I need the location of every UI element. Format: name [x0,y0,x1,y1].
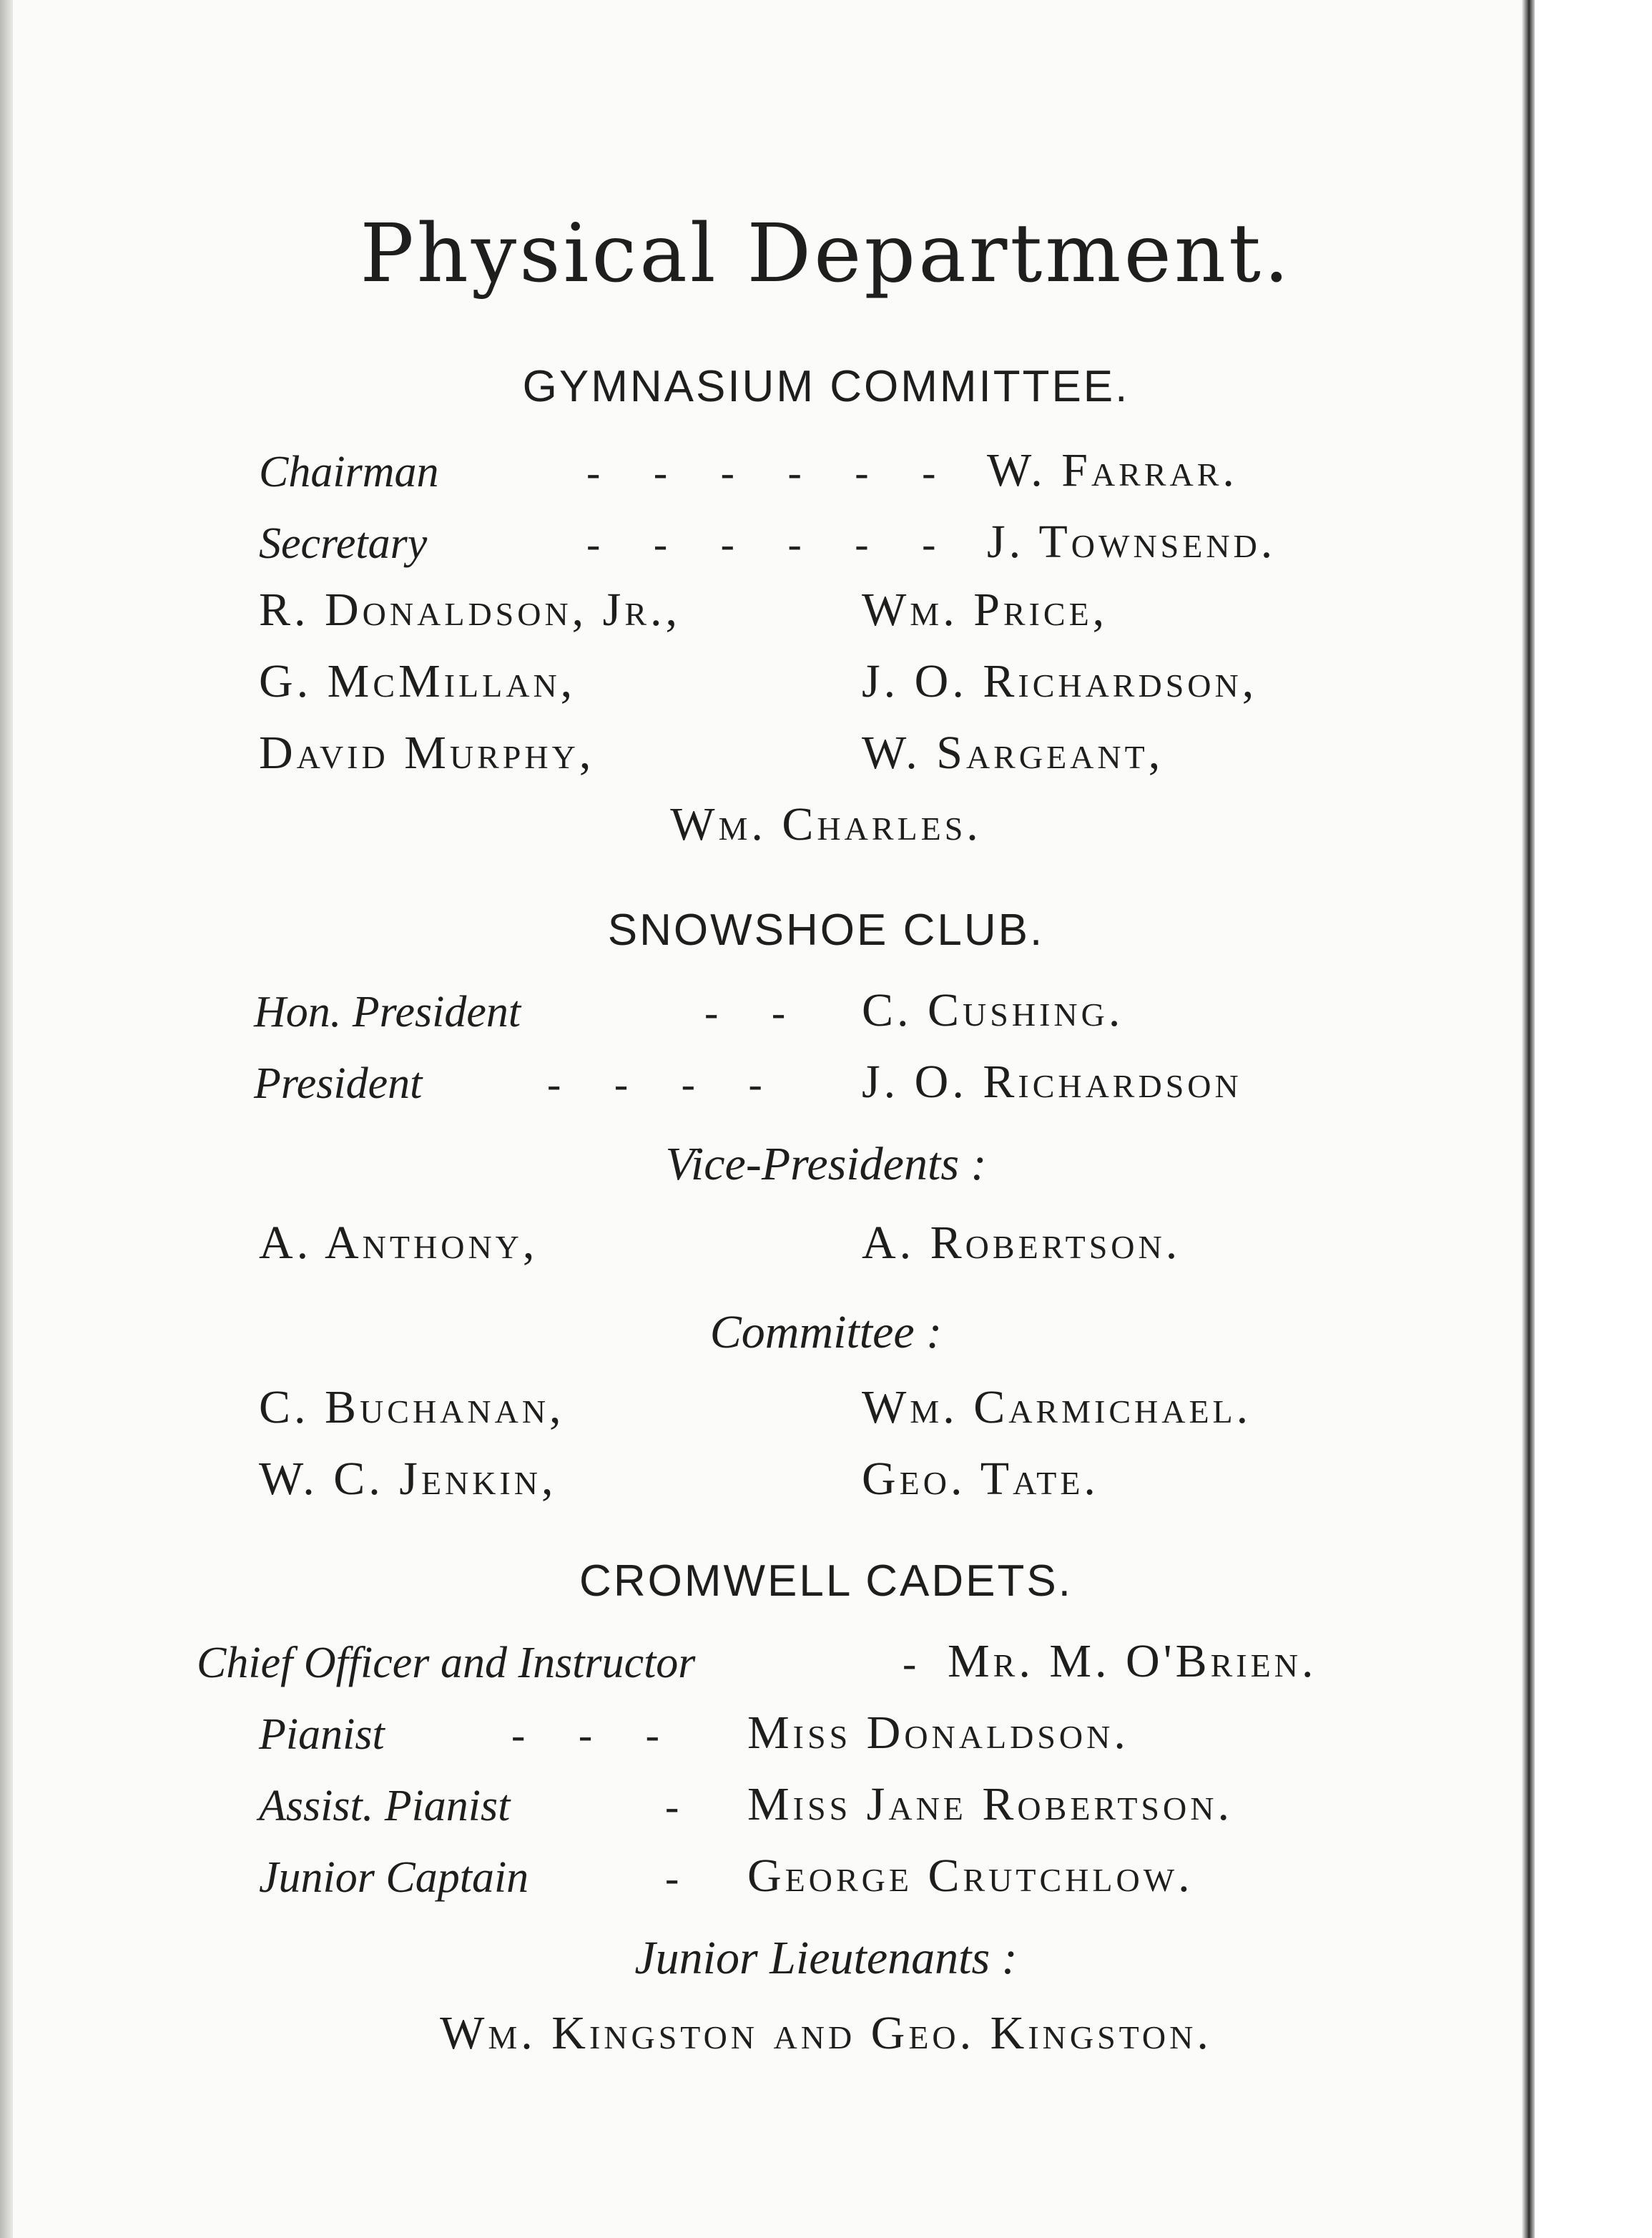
hon-president-role: Hon. President [254,988,521,1036]
president-role: President [254,1059,423,1108]
member-right: W. Sargeant, [862,727,1164,779]
chairman-role: Chairman [259,448,439,496]
vice-president-right: A. Robertson. [862,1217,1181,1269]
junior-lieutenants-names: Wm. Kingston and Geo. Kingston. [440,2007,1212,2059]
junior-captain-name: George Crutchlow. [747,1850,1194,1902]
pianist-role: Pianist [259,1710,385,1759]
page-binding-edge [1522,0,1535,2238]
page-margin [1535,0,1652,2238]
assist-pianist-dashes: - [665,1783,701,1830]
vice-president-left: A. Anthony, [259,1217,539,1269]
gymnasium-heading: GYMNASIUM COMMITTEE. [522,362,1130,411]
committee-member-left: W. C. Jenkin, [259,1453,557,1505]
member-left: G. McMillan, [259,655,576,707]
pianist-dashes: - - - [511,1712,681,1758]
hon-president-dashes: - - [704,989,807,1036]
president-dashes: - - - - [547,1061,784,1107]
junior-lieutenants-label: Junior Lieutenants : [634,1932,1018,1984]
junior-captain-role: Junior Captain [259,1853,529,1902]
committee-label: Committee : [709,1306,943,1358]
committee-member-left: C. Buchanan, [259,1381,565,1433]
vice-presidents-label: Vice-Presidents : [665,1138,987,1190]
member-left: David Murphy, [259,727,595,779]
committee-member-right: Wm. Carmichael. [862,1381,1252,1433]
assist-pianist-role: Assist. Pianist [259,1782,511,1830]
committee-member-right: Geo. Tate. [862,1453,1099,1505]
secretary-dashes: - - - - - - [586,521,958,567]
chief-officer-dashes: - [903,1640,938,1687]
member-right: Wm. Price, [862,584,1108,636]
page-title: Physical Department. [360,207,1292,300]
chairman-name: W. Farrar. [987,444,1238,496]
cadets-heading: CROMWELL CADETS. [579,1556,1073,1606]
president-name: J. O. Richardson [862,1056,1242,1108]
chief-officer-role: Chief Officer and Instructor [197,1639,696,1687]
member-last: Wm. Charles. [670,798,982,850]
snowshoe-heading: SNOWSHOE CLUB. [607,905,1045,955]
page-edge-left [0,0,13,2238]
pianist-name: Miss Donaldson. [747,1707,1129,1759]
secretary-role: Secretary [259,519,428,568]
junior-captain-dashes: - [665,1855,701,1901]
member-right: J. O. Richardson, [862,655,1258,707]
chief-officer-name: Mr. M. O'Brien. [948,1635,1317,1687]
member-left: R. Donaldson, Jr., [259,584,682,636]
chairman-dashes: - - - - - - [586,449,958,496]
hon-president-name: C. Cushing. [862,984,1124,1036]
assist-pianist-name: Miss Jane Robertson. [747,1778,1233,1830]
secretary-name: J. Townsend. [987,516,1277,568]
